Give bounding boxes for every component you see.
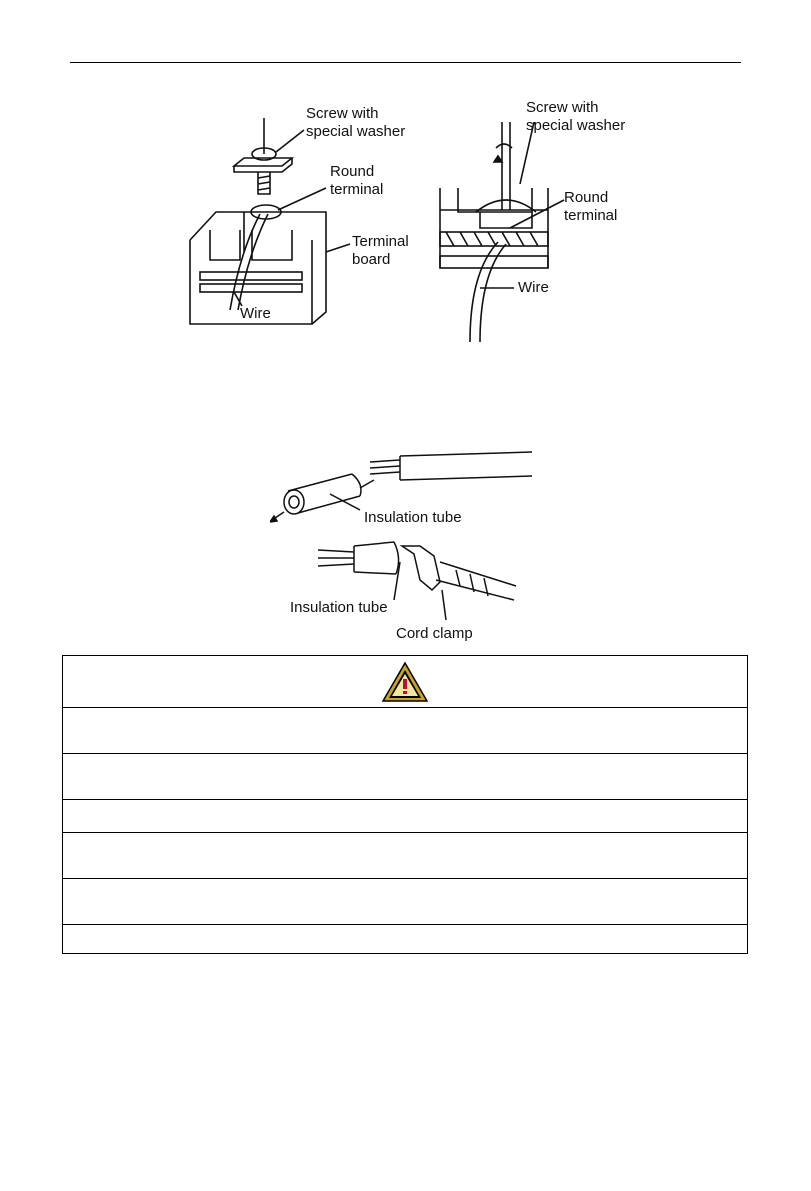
- cord-clamp-label: Cord clamp: [396, 625, 473, 642]
- insulation-drawing: [270, 452, 532, 620]
- insulation-tube-label-top: Insulation tube: [364, 509, 462, 526]
- warning-table: [62, 655, 748, 954]
- terminal-board-1: Terminal: [352, 233, 409, 250]
- insulation-tube-label-bottom: Insulation tube: [290, 599, 388, 616]
- warning-header-cell: [63, 656, 748, 708]
- round-terminal-left-2: terminal: [330, 181, 384, 198]
- warning-triangle-icon: [381, 661, 429, 703]
- warning-row-3: [63, 800, 748, 833]
- terminal-section-drawing: [440, 122, 564, 342]
- header-rule: [70, 62, 741, 63]
- insulation-figure: [270, 450, 540, 646]
- screw-label-right-2: special washer: [526, 117, 626, 134]
- warning-row-6: [63, 925, 748, 954]
- round-terminal-right-1: Round: [564, 189, 609, 206]
- warning-row-5: [63, 879, 748, 925]
- warning-row-4: [63, 833, 748, 879]
- screw-label-right-1: Screw with: [526, 99, 599, 116]
- terminal-wiring-figure: [180, 92, 660, 350]
- terminal-board-drawing: [190, 118, 350, 324]
- screw-label-left-1: Screw with: [306, 105, 379, 122]
- warning-row-2: [63, 754, 748, 800]
- terminal-board-2: board: [352, 251, 391, 268]
- wire-right: Wire: [518, 279, 549, 296]
- round-terminal-left-1: Round: [330, 163, 375, 180]
- round-terminal-right-2: terminal: [564, 207, 618, 224]
- warning-row-1: [63, 708, 748, 754]
- screw-label-left-2: special washer: [306, 123, 406, 140]
- wire-left: Wire: [240, 305, 271, 322]
